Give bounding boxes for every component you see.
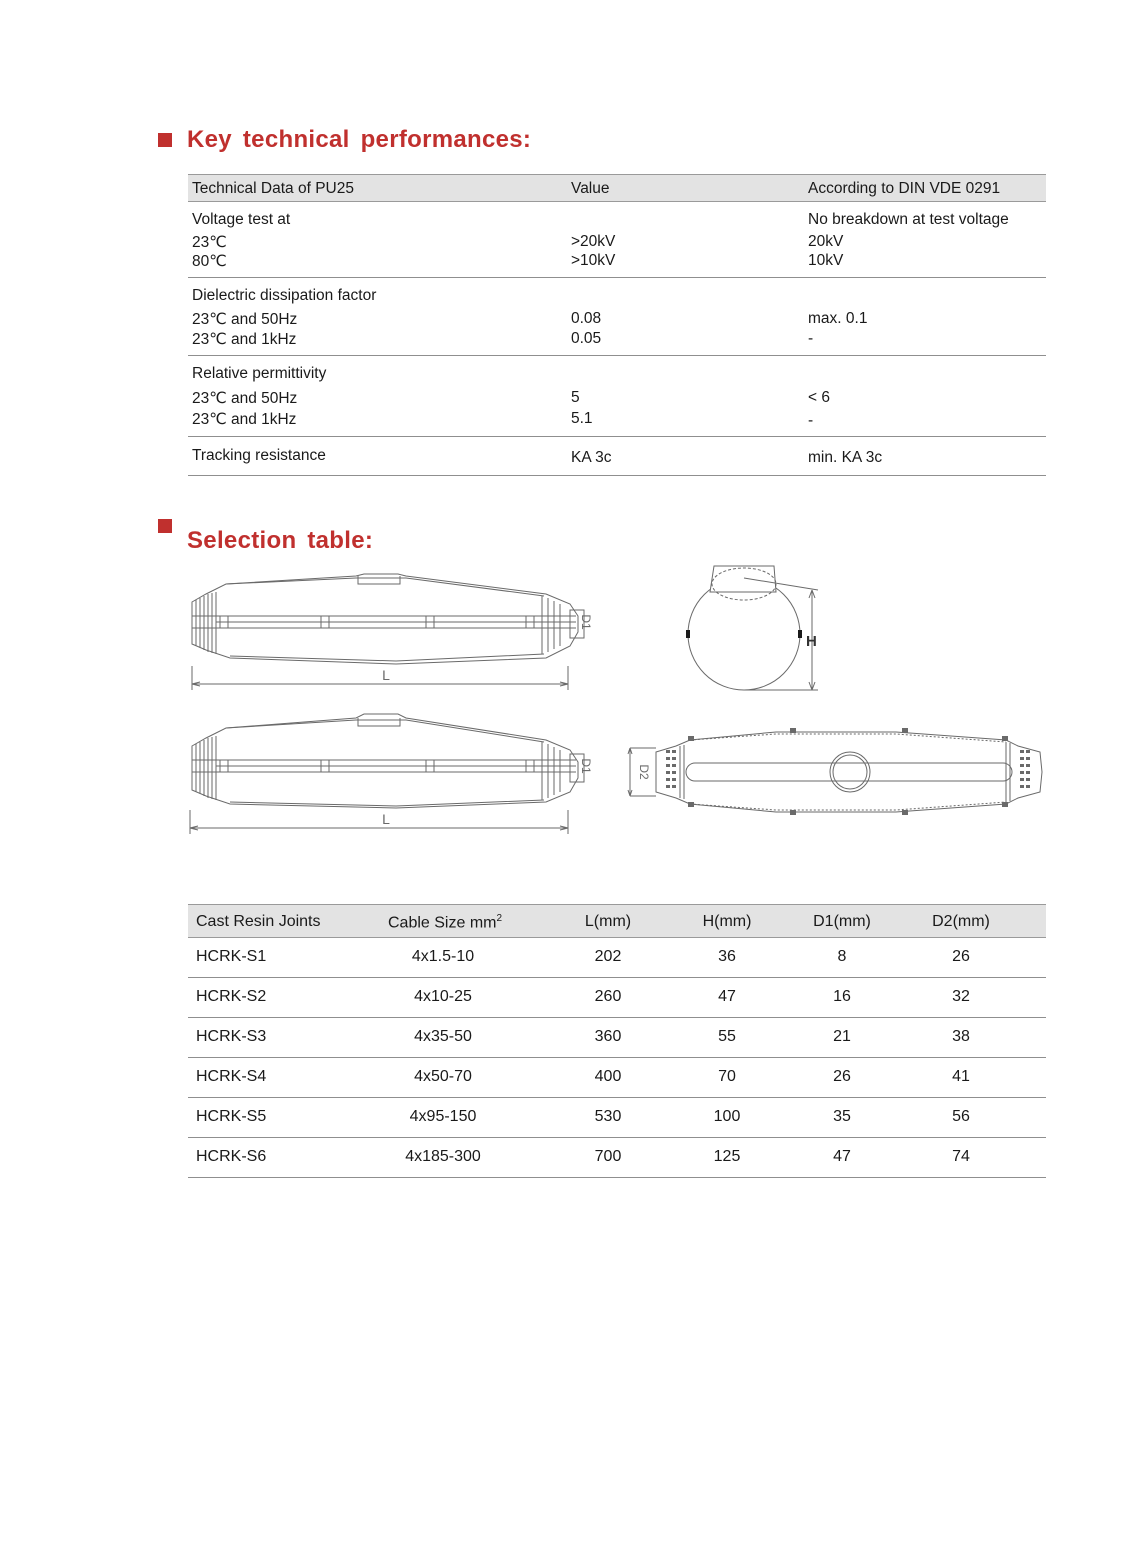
table-row	[188, 978, 1046, 1018]
value: >20kV	[571, 233, 616, 250]
group-title: Tracking resistance	[192, 447, 326, 464]
table-header	[188, 904, 1046, 938]
table-cell: 55	[718, 1028, 736, 1045]
table-row	[188, 1018, 1046, 1058]
value: 0.08	[571, 310, 602, 327]
joint-cross-section-diagram	[682, 562, 832, 694]
header-d1: D1(mm)	[813, 913, 871, 930]
value: 5.1	[571, 410, 593, 427]
d1-label: D1	[579, 758, 593, 774]
section-title: Selection table:	[187, 527, 374, 554]
header-joint: Cast Resin Joints	[196, 913, 321, 930]
table-row	[188, 1058, 1046, 1098]
table-cell: 35	[833, 1108, 851, 1125]
table-cell: HCRK-S1	[196, 948, 267, 965]
table-cell: 32	[952, 988, 970, 1005]
square-bullet-icon	[158, 133, 172, 147]
length-label: L	[382, 811, 390, 827]
standard: < 6	[808, 389, 830, 406]
table-cell: HCRK-S5	[196, 1108, 267, 1125]
value: KA 3c	[571, 449, 612, 466]
table-cell: 4x185-300	[405, 1148, 481, 1165]
standard: min. KA 3c	[808, 449, 883, 466]
condition: 23℃ and 1kHz	[192, 331, 297, 348]
section-title: Key technical performances:	[187, 126, 532, 153]
table-cell: 4x50-70	[414, 1068, 472, 1085]
table-cell: 47	[833, 1148, 851, 1165]
technical-data-table	[188, 174, 1046, 476]
group-tracking-resistance	[188, 437, 1046, 476]
standard: -	[808, 330, 814, 347]
table-cell: 202	[594, 948, 622, 965]
table-cell: 56	[952, 1108, 970, 1125]
table-cell: 26	[952, 948, 970, 965]
table-cell: 400	[594, 1068, 622, 1085]
table-cell: 41	[952, 1068, 970, 1085]
table-cell: 4x95-150	[409, 1108, 477, 1125]
group-title: Dielectric dissipation factor	[192, 287, 377, 304]
group-voltage-test	[188, 202, 1046, 278]
header-d2: D2(mm)	[932, 913, 990, 930]
table-body	[188, 938, 1046, 1178]
standard: -	[808, 412, 814, 429]
table-cell: 21	[833, 1028, 851, 1045]
condition: 23℃	[192, 234, 227, 251]
table-cell: 70	[718, 1068, 736, 1085]
header-standard: According to DIN VDE 0291	[808, 180, 1001, 197]
table-cell: 700	[594, 1148, 622, 1165]
length-label: L	[382, 667, 390, 683]
table-cell: 16	[833, 988, 851, 1005]
table-cell: 360	[594, 1028, 622, 1045]
group-title: Voltage test at	[192, 211, 291, 228]
table-cell: HCRK-S6	[196, 1148, 267, 1165]
group-title: Relative permittivity	[192, 365, 327, 382]
table-cell: 125	[713, 1148, 741, 1165]
d2-label: D2	[637, 764, 651, 780]
condition: 23℃ and 50Hz	[192, 390, 298, 407]
standard: max. 0.1	[808, 310, 868, 327]
table-cell: 36	[718, 948, 736, 965]
table-row	[188, 1138, 1046, 1178]
square-bullet-icon	[158, 519, 172, 533]
d1-label: D1	[579, 614, 593, 630]
group-relative-permittivity	[188, 356, 1046, 437]
table-cell: 47	[718, 988, 736, 1005]
standard: 20kV	[808, 233, 844, 250]
table-cell: 4x10-25	[414, 988, 472, 1005]
table-row	[188, 938, 1046, 978]
standard: 10kV	[808, 252, 844, 269]
section-heading-performances	[158, 126, 531, 154]
table-cell: 4x35-50	[414, 1028, 472, 1045]
table-cell: 260	[594, 988, 622, 1005]
table-row	[188, 1098, 1046, 1138]
condition: 80℃	[192, 253, 227, 270]
condition: 23℃ and 50Hz	[192, 311, 298, 328]
group-dissipation-factor	[188, 278, 1046, 356]
table-cell: HCRK-S3	[196, 1028, 267, 1045]
table-cell: HCRK-S4	[196, 1068, 267, 1085]
header-h: H(mm)	[702, 913, 752, 930]
value: 0.05	[571, 330, 602, 347]
table-cell: 8	[837, 948, 847, 965]
table-cell: HCRK-S2	[196, 988, 267, 1005]
height-label: H	[806, 633, 817, 650]
table-header	[188, 174, 1046, 202]
table-cell: 100	[713, 1108, 741, 1125]
header-technical-data: Technical Data of PU25	[192, 180, 354, 197]
table-cell: 530	[594, 1108, 622, 1125]
condition: 23℃ and 1kHz	[192, 411, 297, 428]
joint-side-view-diagram-2	[186, 706, 596, 836]
group-standard-title: No breakdown at test voltage	[808, 211, 1009, 228]
selection-table	[188, 904, 1046, 1178]
table-cell: 38	[952, 1028, 970, 1045]
header-value: Value	[571, 180, 610, 197]
section-heading-selection	[158, 521, 374, 554]
joint-top-view-diagram	[626, 724, 1050, 820]
table-cell: 4x1.5-10	[411, 948, 475, 965]
table-cell: 74	[952, 1148, 970, 1165]
value: 5	[571, 389, 580, 406]
header-l: L(mm)	[584, 913, 632, 930]
value: >10kV	[571, 252, 616, 269]
joint-side-view-diagram-1	[186, 566, 596, 690]
table-cell: 26	[833, 1068, 851, 1085]
header-cable-size: Cable Size $mm^2$	[388, 913, 503, 932]
